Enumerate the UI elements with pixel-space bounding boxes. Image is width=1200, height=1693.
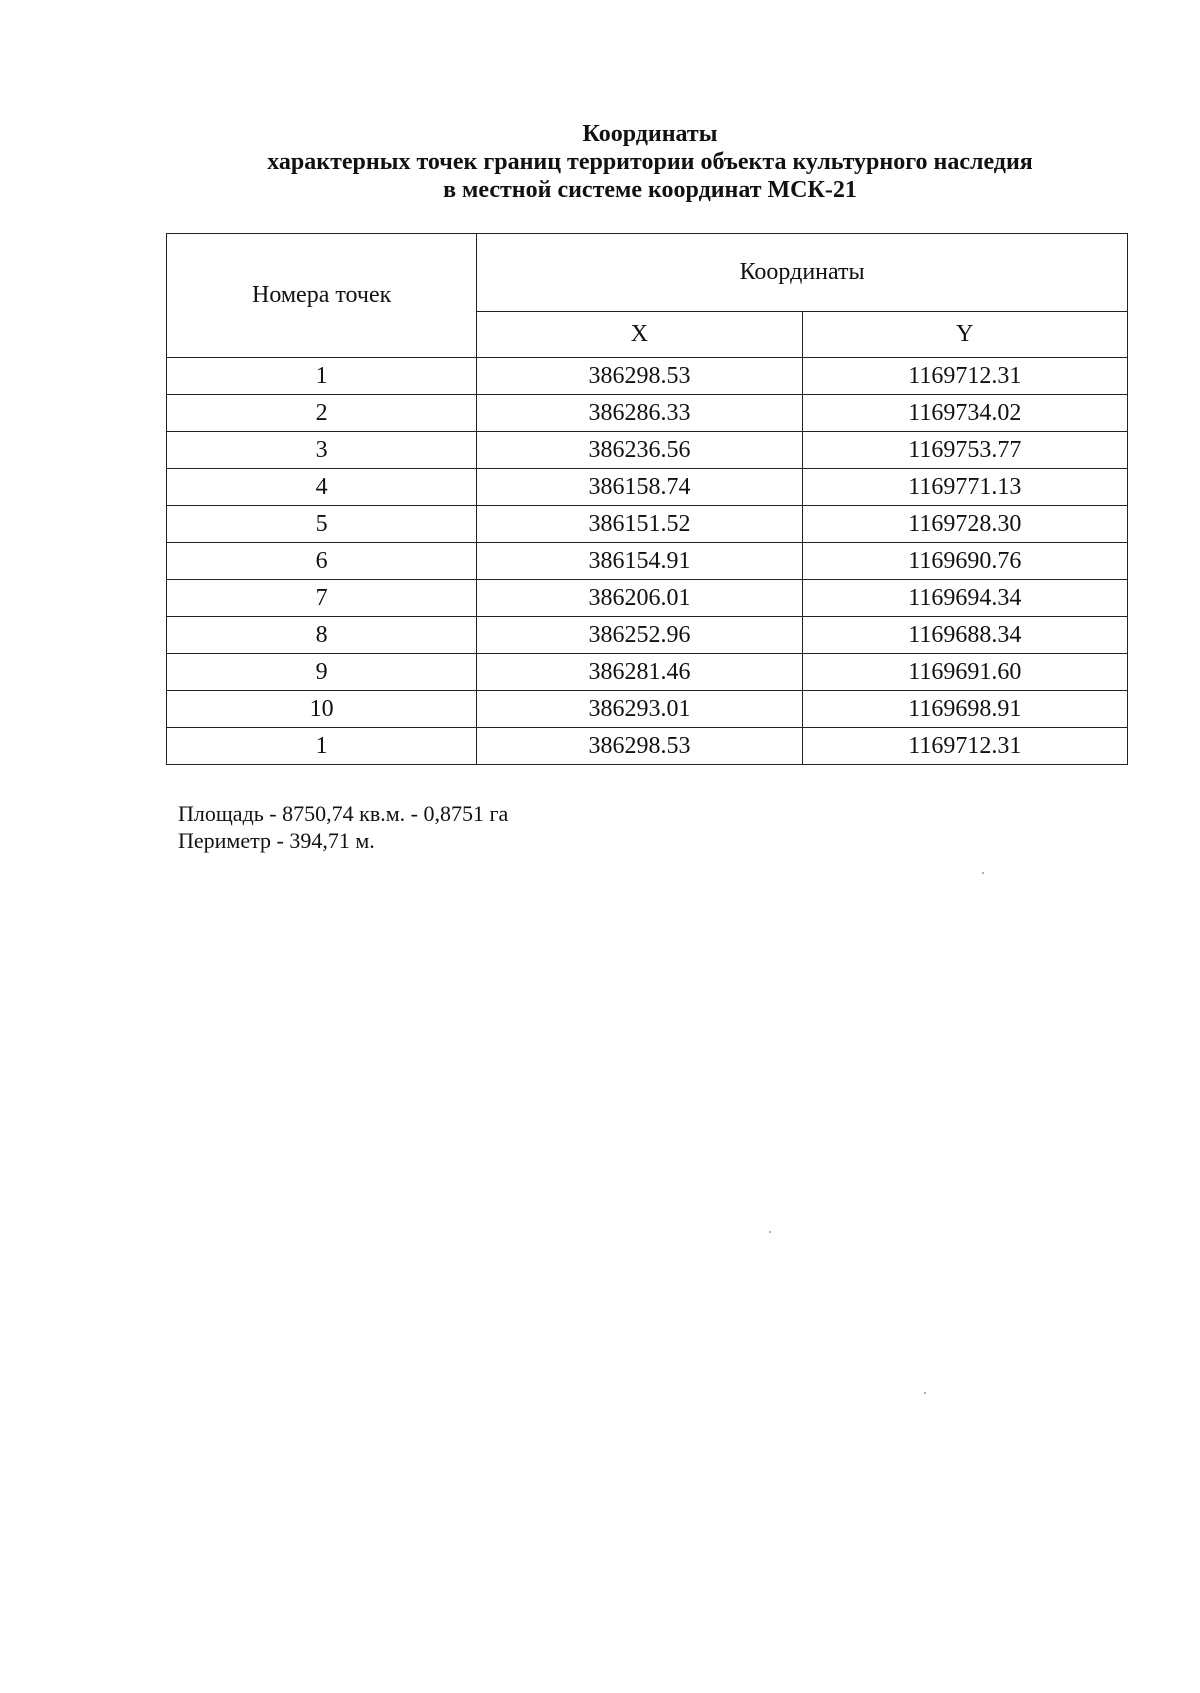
scan-speck bbox=[769, 1231, 771, 1233]
point-number-cell: 2 bbox=[167, 395, 477, 432]
x-coordinate-cell: 386293.01 bbox=[477, 691, 802, 728]
x-coordinate-cell: 386298.53 bbox=[477, 358, 802, 395]
table-row bbox=[167, 543, 1128, 580]
table-row bbox=[167, 691, 1128, 728]
heading-title: Координаты bbox=[582, 121, 718, 147]
y-coordinate-cell: 1169771.13 bbox=[802, 469, 1127, 506]
x-coordinate-cell: 386281.46 bbox=[477, 654, 802, 691]
y-coordinate-cell: 1169712.31 bbox=[802, 728, 1127, 765]
point-number-cell: 4 bbox=[167, 469, 477, 506]
x-coordinate-cell: 386298.53 bbox=[477, 728, 802, 765]
point-number-cell: 8 bbox=[167, 617, 477, 654]
x-coordinate-cell: 386151.52 bbox=[477, 506, 802, 543]
point-number-cell: 1 bbox=[167, 728, 477, 765]
scan-speck bbox=[982, 872, 984, 874]
x-coordinate-cell: 386236.56 bbox=[477, 432, 802, 469]
perimeter-text: Периметр - 394,71 м. bbox=[178, 828, 375, 853]
summary-block bbox=[178, 800, 508, 854]
table-row bbox=[167, 580, 1128, 617]
coordinates-table bbox=[166, 233, 1128, 765]
point-number-cell: 1 bbox=[167, 358, 477, 395]
header-coordinates: Координаты bbox=[477, 234, 1128, 312]
x-coordinate-cell: 386158.74 bbox=[477, 469, 802, 506]
table-row bbox=[167, 469, 1128, 506]
header-x: X bbox=[477, 312, 802, 358]
header-point-numbers: Номера точек bbox=[167, 234, 477, 358]
scan-speck bbox=[924, 1392, 926, 1394]
y-coordinate-cell: 1169690.76 bbox=[802, 543, 1127, 580]
point-number-cell: 3 bbox=[167, 432, 477, 469]
header-y: Y bbox=[802, 312, 1127, 358]
table-row bbox=[167, 728, 1128, 765]
y-coordinate-cell: 1169698.91 bbox=[802, 691, 1127, 728]
point-number-cell: 5 bbox=[167, 506, 477, 543]
y-coordinate-cell: 1169753.77 bbox=[802, 432, 1127, 469]
y-coordinate-cell: 1169694.34 bbox=[802, 580, 1127, 617]
table-row bbox=[167, 432, 1128, 469]
heading-subtitle: характерных точек границ территории объекта культурного наследия bbox=[267, 149, 1033, 175]
y-coordinate-cell: 1169712.31 bbox=[802, 358, 1127, 395]
table-row bbox=[167, 506, 1128, 543]
x-coordinate-cell: 386154.91 bbox=[477, 543, 802, 580]
table-row bbox=[167, 395, 1128, 432]
x-coordinate-cell: 386206.01 bbox=[477, 580, 802, 617]
heading-coordinate-system: в местной системе координат МСК-21 bbox=[443, 177, 857, 203]
point-number-cell: 7 bbox=[167, 580, 477, 617]
x-coordinate-cell: 386286.33 bbox=[477, 395, 802, 432]
y-coordinate-cell: 1169728.30 bbox=[802, 506, 1127, 543]
table-row bbox=[167, 654, 1128, 691]
document-heading bbox=[180, 120, 1120, 204]
point-number-cell: 10 bbox=[167, 691, 477, 728]
area-text: Площадь - 8750,74 кв.м. - 0,8751 га bbox=[178, 801, 509, 826]
table-row bbox=[167, 358, 1128, 395]
x-coordinate-cell: 386252.96 bbox=[477, 617, 802, 654]
point-number-cell: 6 bbox=[167, 543, 477, 580]
y-coordinate-cell: 1169734.02 bbox=[802, 395, 1127, 432]
point-number-cell: 9 bbox=[167, 654, 477, 691]
y-coordinate-cell: 1169691.60 bbox=[802, 654, 1127, 691]
coordinates-table-body bbox=[167, 358, 1128, 765]
table-row bbox=[167, 617, 1128, 654]
y-coordinate-cell: 1169688.34 bbox=[802, 617, 1127, 654]
